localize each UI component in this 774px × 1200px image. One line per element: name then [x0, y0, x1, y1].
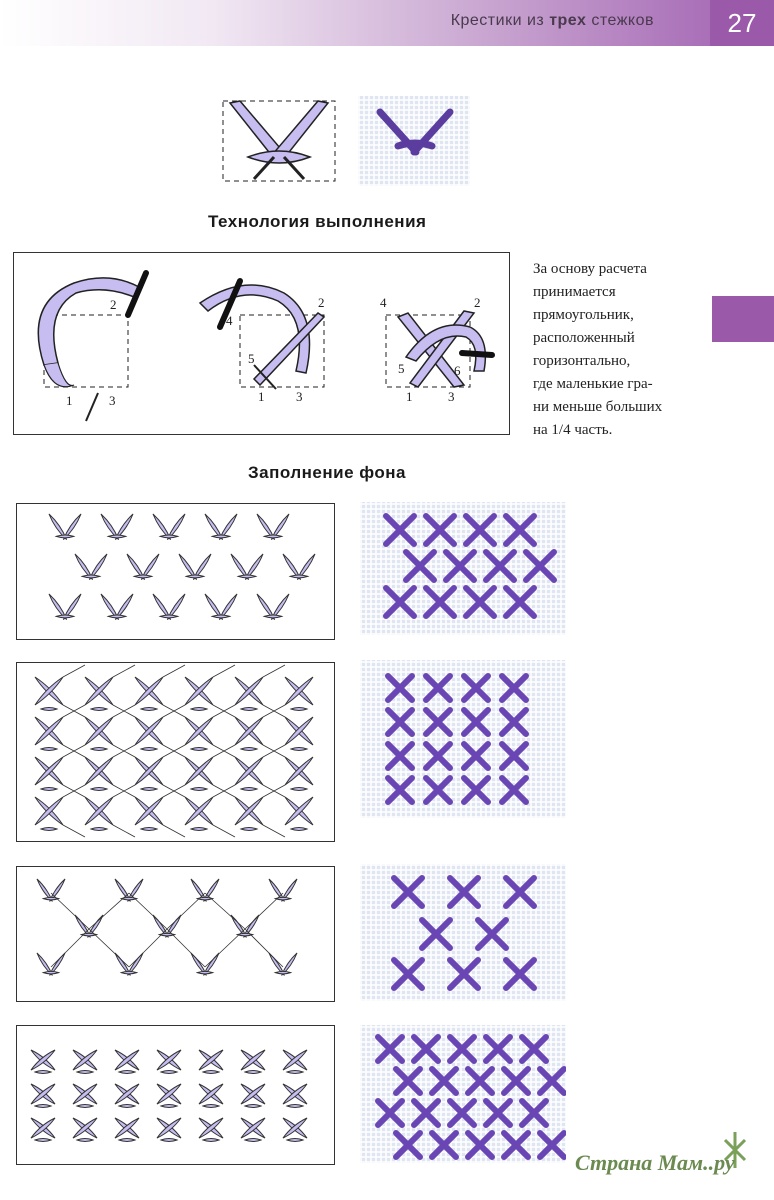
step-2-diagram: [200, 281, 325, 404]
yarn-stitch: [386, 588, 414, 616]
stitch-mark: [287, 1139, 303, 1142]
yarn-stitch: [426, 710, 450, 734]
pattern-photo-4-svg: [360, 1025, 566, 1163]
stitch-mark: [191, 708, 207, 711]
stitch-mark: [82, 575, 100, 578]
watermark-text: Страна Мам..ру: [575, 1150, 735, 1175]
yarn-stitch: [502, 676, 526, 700]
step-1-diagram: [38, 273, 146, 421]
stitch-mark: [203, 1139, 219, 1142]
yarn-stitch: [540, 1133, 564, 1157]
desc-line: горизонтально,: [533, 353, 631, 369]
yarn-stitch: [464, 778, 488, 802]
stitch-mark: [43, 971, 58, 974]
stitch-thread: [89, 893, 129, 929]
stitch-mark: [77, 1071, 93, 1074]
stitch-mark: [203, 1071, 219, 1074]
yarn-stitch: [522, 1037, 546, 1061]
stitch-mark: [160, 535, 178, 538]
stitch-mark: [41, 708, 57, 711]
photo-stitch-overlay: [358, 96, 470, 186]
yarn-stitch: [388, 676, 412, 700]
stitch-mark: [290, 575, 308, 578]
yarn-stitch: [414, 1037, 438, 1061]
step3-label-3: 3: [448, 389, 455, 404]
pattern-1-svg: [17, 504, 334, 639]
stitch-mark: [287, 1105, 303, 1108]
stitch-mark: [197, 971, 212, 974]
yarn-stitch: [502, 778, 526, 802]
pattern-diagram-2: [16, 662, 335, 842]
step2-label-2: 2: [318, 295, 325, 310]
stitch-mark: [141, 708, 157, 711]
yarn-stitch: [504, 1069, 528, 1093]
stitch-thread: [129, 929, 167, 967]
page-number-box: [710, 0, 774, 46]
yarn-stitch: [426, 516, 454, 544]
stitch-mark: [241, 828, 257, 831]
yarn-stitch: [446, 552, 474, 580]
yarn-stitch: [464, 744, 488, 768]
stitch-mark: [35, 1105, 51, 1108]
stitch-mark: [238, 575, 256, 578]
yarn-stitch: [388, 744, 412, 768]
stitch-mark: [56, 615, 74, 618]
stitch-mark: [245, 1139, 261, 1142]
desc-line: ни меньше больших: [533, 399, 663, 415]
desc-line: За основу расчета: [533, 261, 647, 277]
stitch-mark: [275, 971, 290, 974]
yarn-stitch: [388, 778, 412, 802]
stitch-mark: [141, 828, 157, 831]
pattern-3-svg: [17, 867, 334, 1001]
stitch-mark: [141, 748, 157, 751]
step2-label-4: 4: [226, 313, 233, 328]
yarn-stitch: [426, 744, 450, 768]
pattern-photo-2-svg: [360, 660, 566, 818]
yarn-stitch: [526, 552, 554, 580]
yarn-stitch: [394, 960, 422, 988]
stitch-thread: [51, 929, 89, 967]
yarn-stitch: [506, 516, 534, 544]
pattern-2-svg: [17, 663, 334, 841]
yarn-stitch: [388, 710, 412, 734]
yarn-stitch: [504, 1133, 528, 1157]
stitch-thread: [263, 665, 285, 677]
stitch-mark: [203, 1105, 219, 1108]
stitch-mark: [264, 615, 282, 618]
stitch-thread: [245, 929, 283, 967]
stitch-mark: [291, 748, 307, 751]
desc-line: расположенный: [533, 330, 635, 346]
step1-label-3: 3: [109, 393, 116, 408]
pattern-diagram-1: [16, 503, 335, 640]
step2-label-5: 5: [248, 351, 255, 366]
stitch-thread: [245, 893, 283, 929]
yarn-stitch: [422, 920, 450, 948]
yarn-stitch: [394, 878, 422, 906]
stitch-mark: [108, 615, 126, 618]
stitch-mark: [35, 1071, 51, 1074]
stitch-mark: [191, 828, 207, 831]
stitch-thread: [205, 893, 245, 929]
stitch-mark: [291, 708, 307, 711]
stitch-thread: [213, 825, 235, 837]
yarn-stitch: [506, 960, 534, 988]
header-title: [451, 12, 654, 30]
header-title-prefix: Крестики из: [450, 12, 545, 29]
stitch-thread: [205, 929, 245, 967]
stitch-mark: [91, 788, 107, 791]
stitch-mark: [241, 708, 257, 711]
pattern-diagram-4: [16, 1025, 335, 1165]
three-stitch-cross-photo: [358, 96, 470, 186]
yarn-stitch: [450, 1037, 474, 1061]
step2-label-3: 3: [296, 389, 303, 404]
yarn-stitch: [426, 588, 454, 616]
stitch-thread: [129, 893, 167, 929]
yarn-stitch: [486, 1037, 510, 1061]
header-title-suffix: стежков: [591, 12, 654, 29]
yarn-stitch: [506, 878, 534, 906]
stitch-mark: [161, 1139, 177, 1142]
desc-line: прямоугольник,: [533, 307, 634, 323]
stitch-mark: [161, 1071, 177, 1074]
step3-label-1: 1: [406, 389, 413, 404]
page-number: 27: [727, 7, 757, 38]
yarn-stitch: [432, 1069, 456, 1093]
step3-label-4: 4: [380, 295, 387, 310]
yarn-stitch: [468, 1133, 492, 1157]
step-3-diagram: [380, 295, 492, 404]
yarn-stitch: [466, 516, 494, 544]
yarn-stitch: [468, 1069, 492, 1093]
stitch-thread: [89, 929, 129, 967]
stitch-mark: [77, 1139, 93, 1142]
stitch-mark: [291, 788, 307, 791]
technique-description: [533, 258, 693, 442]
stitch-mark: [91, 748, 107, 751]
stitch-mark: [141, 788, 157, 791]
stitch-thread: [51, 893, 89, 929]
yarn-stitch: [478, 920, 506, 948]
step1-label-1: 1: [66, 393, 73, 408]
yarn-stitch: [378, 1037, 402, 1061]
stitch-mark: [186, 575, 204, 578]
yarn-stitch: [450, 1101, 474, 1125]
pattern-photo-1: [360, 502, 566, 635]
yarn-stitch: [378, 1101, 402, 1125]
stitch-thread: [63, 665, 85, 677]
stitch-mark: [56, 535, 74, 538]
desc-line: на 1/4 часть.: [533, 422, 613, 438]
stitch-mark: [160, 615, 178, 618]
fill-heading: Заполнение фона: [248, 463, 407, 482]
stitch-thread: [63, 825, 85, 837]
pattern-photo-4: [360, 1025, 566, 1163]
stitch-mark: [245, 1105, 261, 1108]
yarn-stitch: [466, 588, 494, 616]
stitch-mark: [41, 748, 57, 751]
yarn-stitch: [540, 1069, 564, 1093]
technique-steps-box: [13, 252, 510, 435]
yarn-stitch: [414, 1101, 438, 1125]
yarn-stitch: [386, 516, 414, 544]
step3-label-2: 2: [474, 295, 481, 310]
stitch-mark: [119, 1071, 135, 1074]
yarn-stitch: [432, 1133, 456, 1157]
stitch-thread: [167, 929, 205, 967]
yarn-stitch: [522, 1101, 546, 1125]
desc-line: принимается: [533, 284, 616, 300]
stitch-thread: [163, 825, 185, 837]
yarn-stitch: [464, 676, 488, 700]
yarn-stitch: [396, 1069, 420, 1093]
stitch-mark: [161, 1105, 177, 1108]
stitch-mark: [191, 788, 207, 791]
stitch-mark: [212, 535, 230, 538]
pattern-photo-3: [360, 864, 566, 1001]
side-tab: [712, 296, 774, 342]
yarn-stitch: [486, 1101, 510, 1125]
step1-label-2: 2: [110, 297, 117, 312]
stitch-thread: [213, 665, 235, 677]
pattern-photo-3-svg: [360, 864, 566, 1001]
yarn-stitch: [450, 878, 478, 906]
stitch-mark: [41, 828, 57, 831]
stitch-mark: [35, 1139, 51, 1142]
step3-label-6: 6: [454, 363, 461, 378]
stitch-mark: [212, 615, 230, 618]
step3-label-5: 5: [398, 361, 405, 376]
stitch-mark: [119, 1139, 135, 1142]
stitch-mark: [41, 788, 57, 791]
yarn-stitch: [396, 1133, 420, 1157]
stitch-mark: [241, 788, 257, 791]
stitch-thread: [167, 893, 205, 929]
stitch-mark: [264, 535, 282, 538]
stitch-mark: [108, 535, 126, 538]
pattern-photo-2: [360, 660, 566, 818]
yarn-stitch: [426, 676, 450, 700]
header-title-bold: трех: [549, 12, 587, 29]
stitch-mark: [77, 1105, 93, 1108]
yarn-stitch: [486, 552, 514, 580]
pattern-diagram-3: [16, 866, 335, 1002]
stitch-mark: [91, 828, 107, 831]
technique-steps-svg: [14, 253, 509, 434]
yarn-stitch: [502, 744, 526, 768]
stitch-thread: [263, 825, 285, 837]
pattern-4-svg: [17, 1026, 334, 1164]
yarn-stitch: [506, 588, 534, 616]
stitch-thread: [163, 665, 185, 677]
technique-heading: Технология выполнения: [208, 212, 427, 231]
stitch-mark: [119, 1105, 135, 1108]
yarn-stitch: [464, 710, 488, 734]
stitch-thread: [113, 825, 135, 837]
pattern-photo-1-svg: [360, 502, 566, 635]
stitch-mark: [91, 708, 107, 711]
desc-line: где маленькие гра-: [533, 376, 653, 392]
yarn-stitch: [406, 552, 434, 580]
stitch-mark: [241, 748, 257, 751]
step2-label-1: 1: [258, 389, 265, 404]
stitch-thread: [113, 665, 135, 677]
stitch-mark: [245, 1071, 261, 1074]
stitch-mark: [291, 828, 307, 831]
yarn-stitch: [450, 960, 478, 988]
stitch-mark: [134, 575, 152, 578]
stitch-mark: [287, 1071, 303, 1074]
stitch-mark: [191, 748, 207, 751]
yarn-stitch: [426, 778, 450, 802]
stitch-mark: [121, 971, 136, 974]
yarn-stitch: [502, 710, 526, 734]
three-stitch-cross-diagram: [218, 95, 340, 187]
